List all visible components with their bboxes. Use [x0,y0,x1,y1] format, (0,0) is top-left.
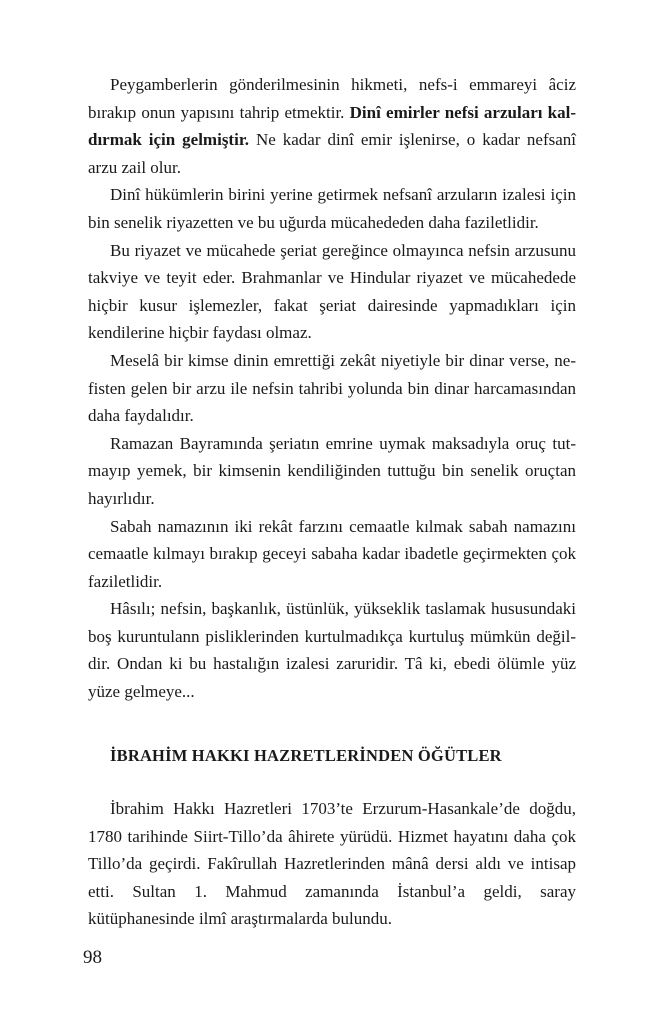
paragraph-2: Dinî hükümlerin birini yerine getirmek nefsanî arzuların izalesi için bin senelik riyazetten ve bu uğurda mücahededen daha faziletlidir. [88,185,576,232]
paragraph-5: Ramazan Bayramında şeriatın emrine uymak maksadıyla oruç tutmayıp yemek, bir kimsenin kendiliğinden tuttuğu bin senelik oruçtan hayırlıdır. [88,433,576,508]
section-paragraph-1: İbrahim Hakkı Hazretleri 1703’te Erzurum-Hasankale’de doğdu, 1780 tarihinde Siirt-Tillo’da âhirete yürüdü. Hizmet hayatını daha çok Tillo’da geçirdi. Fakîrullah Hazretlerinden mânâ dersi aldı ve intisap etti. Sultan 1. Mahmud zamanında İstanbul’a geldi, saray kütüphanesinde ilmî araştırmalarda bulundu. [88,799,576,929]
paragraph-3: Bu riyazet ve mücahede şeriat gereğince olmayınca nefsin arzusunu takviye ve teyit eder. Brahmanlar ve Hindular riyazet ve mücahedede hiçbir kusur işlemezler, fakat şeriat dairesinde yapmadıkları için kendilerine hiçbir faydası olmaz. [88,240,576,343]
paragraph-1-bold: Dinî emirler nefsi arzuları kaldırmak için gelmiştir. [88,102,577,150]
section-body-text [88,795,576,933]
body-text [88,71,576,706]
section-heading: İBRAHİM HAKKI HAZRETLERİNDEN ÖĞÜTLER [110,746,502,765]
paragraph-7: Hâsılı; nefsin, başkanlık, üstünlük, yükseklik taslamak hususundaki boş kuruntulann pisliklerinden kurtulmadıkça kurtuluş mümkün değildir. Ondan ki bu hastalığın izalesi zaruridir. Tâ ki, ebedi ölümle yüz yüze gelmeye... [88,599,576,702]
paragraph-6: Sabah namazının iki rekât farzını cemaatle kılmak sabah namazını cemaatle kılmayı bırakıp geceyi sabaha kadar ibadetle geçirmekten çok faziletlidir. [88,516,576,591]
paragraph-4: Meselâ bir kimse dinin emrettiği zekât niyetiyle bir dinar verse, nefisten gelen bir arzu ile nefsin tahribi yolunda bin dinar harcamasından daha faydalıdır. [88,350,576,426]
paragraph-1-part-c: Ne kadar dinî emir işlenirse, o kadar nefsanî arzu zail olur. [88,130,576,177]
paragraph-1 [88,71,576,181]
page-number: 98 [83,947,102,968]
paragraph-1-part-a: Peygamberlerin gönderilmesinin hikmeti, nefs-i emmareyi âciz bırakıp onun yapısını tahrip etmektir. [88,75,576,122]
